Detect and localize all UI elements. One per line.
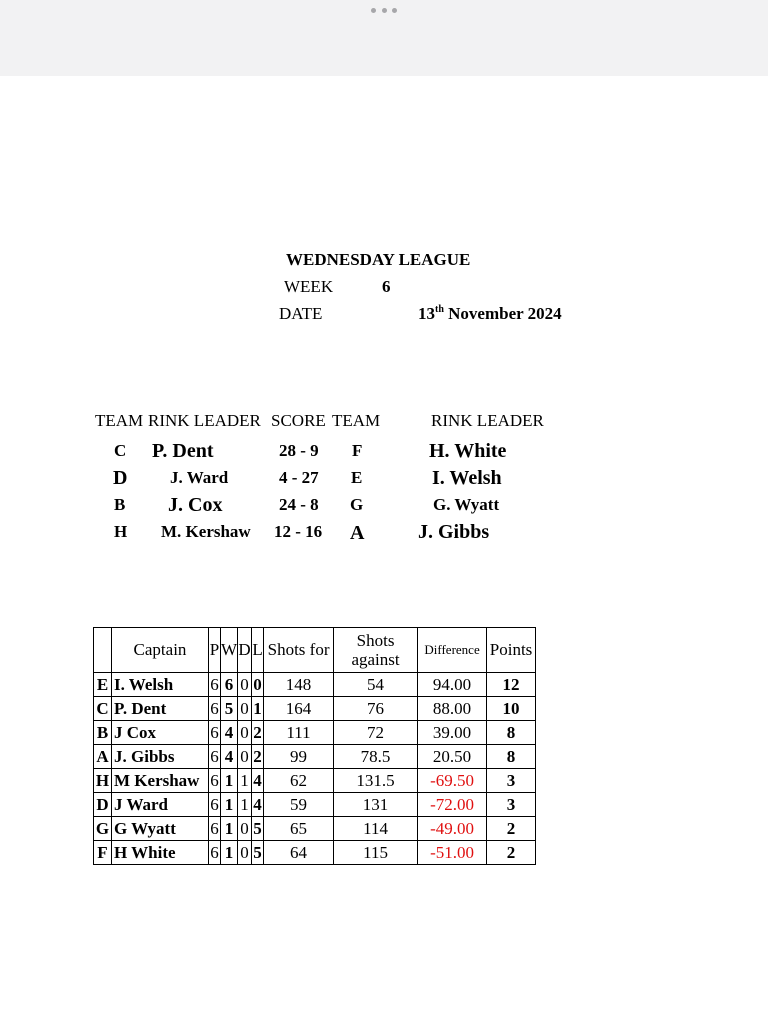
row-team: D bbox=[94, 793, 112, 817]
row-played: 6 bbox=[209, 769, 221, 793]
row-played: 6 bbox=[209, 697, 221, 721]
row-drawn: 0 bbox=[238, 697, 252, 721]
date-value bbox=[418, 304, 562, 324]
header-shots-against-line2: against bbox=[351, 650, 400, 669]
fixture-leader: J. Ward bbox=[170, 468, 229, 487]
dot bbox=[392, 8, 397, 13]
row-captain: G Wyatt bbox=[112, 817, 209, 841]
row-difference: -72.00 bbox=[418, 793, 487, 817]
fixture-leader: P. Dent bbox=[152, 440, 214, 462]
row-team: B bbox=[94, 721, 112, 745]
row-captain: H White bbox=[112, 841, 209, 865]
row-shots-against: 78.5 bbox=[334, 745, 418, 769]
league-table bbox=[93, 627, 536, 865]
fixture-team: H bbox=[114, 522, 128, 541]
header-difference: Difference bbox=[418, 628, 487, 673]
row-captain: I. Welsh bbox=[112, 673, 209, 697]
fixtures-header-score: SCORE bbox=[271, 411, 326, 430]
header-shots-against bbox=[334, 628, 418, 673]
row-difference: 88.00 bbox=[418, 697, 487, 721]
fixtures-header-rink-leader: RINK LEADER bbox=[148, 411, 261, 430]
fixture-team2: F bbox=[352, 441, 363, 460]
row-played: 6 bbox=[209, 793, 221, 817]
row-difference: 20.50 bbox=[418, 745, 487, 769]
row-captain: M Kershaw bbox=[112, 769, 209, 793]
table-row bbox=[94, 745, 536, 769]
row-lost: 4 bbox=[252, 769, 264, 793]
row-won: 1 bbox=[221, 841, 238, 865]
row-shots-against: 76 bbox=[334, 697, 418, 721]
fixture-score: 28 - 9 bbox=[279, 441, 319, 460]
row-won: 1 bbox=[221, 769, 238, 793]
dot bbox=[382, 8, 387, 13]
fixture-leader2: I. Welsh bbox=[432, 467, 502, 489]
table-row bbox=[94, 769, 536, 793]
row-lost: 5 bbox=[252, 817, 264, 841]
row-captain: J Ward bbox=[112, 793, 209, 817]
row-drawn: 1 bbox=[238, 769, 252, 793]
row-difference: -49.00 bbox=[418, 817, 487, 841]
week-label: WEEK bbox=[284, 277, 334, 296]
row-shots-for: 164 bbox=[264, 697, 334, 721]
header-shots-against-line1: Shots bbox=[356, 631, 395, 650]
row-shots-for: 148 bbox=[264, 673, 334, 697]
row-captain: P. Dent bbox=[112, 697, 209, 721]
fixtures-header-team2: TEAM bbox=[332, 411, 381, 430]
row-drawn: 0 bbox=[238, 817, 252, 841]
row-drawn: 0 bbox=[238, 841, 252, 865]
row-shots-against: 131 bbox=[334, 793, 418, 817]
row-shots-for: 64 bbox=[264, 841, 334, 865]
row-drawn: 0 bbox=[238, 673, 252, 697]
table-row bbox=[94, 817, 536, 841]
row-lost: 2 bbox=[252, 745, 264, 769]
row-won: 4 bbox=[221, 745, 238, 769]
row-shots-against: 114 bbox=[334, 817, 418, 841]
row-difference: -69.50 bbox=[418, 769, 487, 793]
league-title: WEDNESDAY LEAGUE bbox=[286, 250, 471, 269]
row-shots-for: 99 bbox=[264, 745, 334, 769]
row-played: 6 bbox=[209, 673, 221, 697]
row-points: 8 bbox=[487, 745, 536, 769]
row-drawn: 0 bbox=[238, 721, 252, 745]
fixture-leader2: H. White bbox=[429, 440, 507, 462]
row-shots-against: 54 bbox=[334, 673, 418, 697]
row-points: 3 bbox=[487, 793, 536, 817]
row-difference: 39.00 bbox=[418, 721, 487, 745]
row-points: 3 bbox=[487, 769, 536, 793]
date-rest: November 2024 bbox=[443, 304, 562, 323]
date-day: 13 bbox=[418, 304, 435, 323]
week-value: 6 bbox=[382, 277, 391, 296]
row-shots-for: 111 bbox=[264, 721, 334, 745]
fixture-team2: A bbox=[350, 522, 365, 544]
fixture-score: 24 - 8 bbox=[279, 495, 319, 514]
header-won: W bbox=[221, 628, 238, 673]
row-drawn: 0 bbox=[238, 745, 252, 769]
row-lost: 4 bbox=[252, 793, 264, 817]
row-played: 6 bbox=[209, 745, 221, 769]
row-shots-for: 59 bbox=[264, 793, 334, 817]
header-lost: L bbox=[252, 628, 264, 673]
row-team: F bbox=[94, 841, 112, 865]
row-shots-against: 115 bbox=[334, 841, 418, 865]
fixtures-header-rink-leader2: RINK LEADER bbox=[431, 411, 544, 430]
fixture-leader2: J. Gibbs bbox=[418, 521, 490, 543]
row-difference: -51.00 bbox=[418, 841, 487, 865]
row-points: 10 bbox=[487, 697, 536, 721]
dot bbox=[371, 8, 376, 13]
row-won: 1 bbox=[221, 793, 238, 817]
row-shots-for: 62 bbox=[264, 769, 334, 793]
row-shots-against: 72 bbox=[334, 721, 418, 745]
header-drawn: D bbox=[238, 628, 252, 673]
row-points: 2 bbox=[487, 817, 536, 841]
table-row bbox=[94, 721, 536, 745]
row-played: 6 bbox=[209, 841, 221, 865]
row-won: 5 bbox=[221, 697, 238, 721]
table-row bbox=[94, 841, 536, 865]
header-played: P bbox=[209, 628, 221, 673]
row-lost: 0 bbox=[252, 673, 264, 697]
fixture-team: D bbox=[113, 467, 128, 489]
fixture-team2: G bbox=[350, 495, 364, 514]
table-row bbox=[94, 793, 536, 817]
header-points: Points bbox=[487, 628, 536, 673]
row-won: 6 bbox=[221, 673, 238, 697]
fixture-team: B bbox=[114, 495, 126, 514]
row-team: C bbox=[94, 697, 112, 721]
header-team bbox=[94, 628, 112, 673]
header-captain: Captain bbox=[112, 628, 209, 673]
row-shots-for: 65 bbox=[264, 817, 334, 841]
fixture-leader: J. Cox bbox=[168, 494, 223, 516]
fixture-team2: E bbox=[351, 468, 363, 487]
row-points: 12 bbox=[487, 673, 536, 697]
row-lost: 1 bbox=[252, 697, 264, 721]
row-played: 6 bbox=[209, 817, 221, 841]
fixture-leader: M. Kershaw bbox=[161, 522, 251, 541]
table-row bbox=[94, 673, 536, 697]
header-shots-for: Shots for bbox=[264, 628, 334, 673]
row-drawn: 1 bbox=[238, 793, 252, 817]
row-difference: 94.00 bbox=[418, 673, 487, 697]
row-captain: J Cox bbox=[112, 721, 209, 745]
more-dots-icon[interactable] bbox=[371, 5, 397, 15]
fixture-team: C bbox=[114, 441, 127, 460]
fixture-score: 4 - 27 bbox=[279, 468, 319, 487]
date-label: DATE bbox=[279, 304, 323, 323]
row-captain: J. Gibbs bbox=[112, 745, 209, 769]
row-won: 1 bbox=[221, 817, 238, 841]
table-row bbox=[94, 697, 536, 721]
row-played: 6 bbox=[209, 721, 221, 745]
row-points: 2 bbox=[487, 841, 536, 865]
row-lost: 2 bbox=[252, 721, 264, 745]
row-team: A bbox=[94, 745, 112, 769]
league-table-header bbox=[94, 628, 536, 673]
row-lost: 5 bbox=[252, 841, 264, 865]
date-suffix: th bbox=[435, 304, 444, 315]
fixtures-header-team: TEAM bbox=[95, 411, 144, 430]
top-bar bbox=[0, 0, 768, 76]
row-won: 4 bbox=[221, 721, 238, 745]
fixture-score: 12 - 16 bbox=[274, 522, 323, 541]
row-team: E bbox=[94, 673, 112, 697]
row-shots-against: 131.5 bbox=[334, 769, 418, 793]
row-team: H bbox=[94, 769, 112, 793]
fixture-leader2: G. Wyatt bbox=[433, 495, 500, 514]
row-points: 8 bbox=[487, 721, 536, 745]
row-team: G bbox=[94, 817, 112, 841]
